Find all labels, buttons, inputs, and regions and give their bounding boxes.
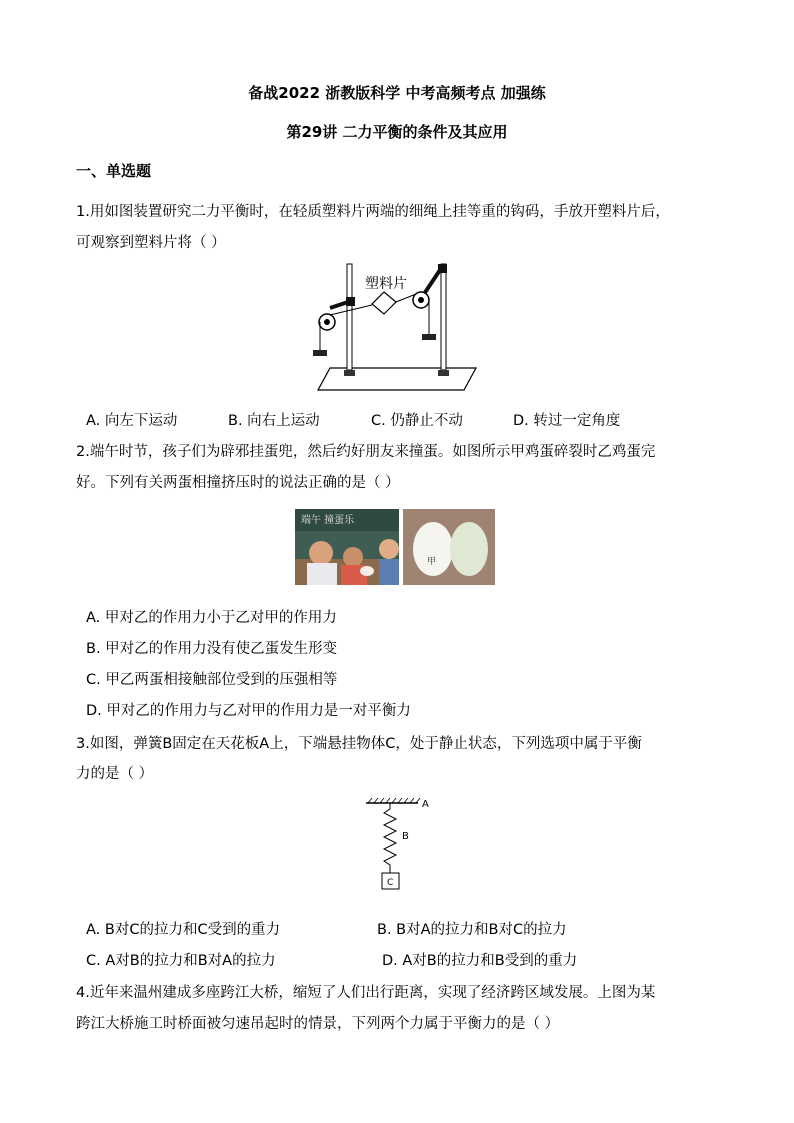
document-subtitle: 第29讲 二力平衡的条件及其应用 xyxy=(286,123,508,141)
q3-option-d[interactable]: D. A对B的拉力和B受到的重力 xyxy=(382,953,578,969)
q2-option-d[interactable]: D. 甲对乙的作用力与乙对甲的作用力是一对平衡力 xyxy=(86,703,411,719)
q3-option-c[interactable]: C. A对B的拉力和B对A的拉力 xyxy=(86,953,276,969)
two-eggs-photo xyxy=(403,509,495,585)
q1-option-b[interactable]: B. 向右上运动 xyxy=(228,413,320,429)
q3-option-b[interactable]: B. B对A的拉力和B对C的拉力 xyxy=(377,922,567,938)
children-egg-photo xyxy=(295,509,399,585)
q3-option-a[interactable]: A. B对C的拉力和C受到的重力 xyxy=(86,922,281,938)
question-4-text-line2: 跨江大桥施工时桥面被匀速吊起时的情景，下列两个力属于平衡力的是（ ） xyxy=(76,1016,560,1032)
label-a: A xyxy=(422,799,429,810)
egg-label-jia: 甲 xyxy=(427,557,437,567)
q1-option-c[interactable]: C. 仍静止不动 xyxy=(371,413,463,429)
question-4-text-line1: 4.近年来温州建成多座跨江大桥，缩短了人们出行距离，实现了经济跨区域发展。上图为某 xyxy=(76,985,656,1001)
q2-option-a[interactable]: A. 甲对乙的作用力小于乙对甲的作用力 xyxy=(86,610,337,626)
q1-option-a[interactable]: A. 向左下运动 xyxy=(86,413,178,429)
plastic-sheet-label: 塑料片 xyxy=(365,276,407,292)
document-title: 备战2022 浙教版科学 中考高频考点 加强练 xyxy=(248,84,546,102)
label-b: B xyxy=(402,831,409,842)
q2-option-b[interactable]: B. 甲对乙的作用力没有使乙蛋发生形变 xyxy=(86,641,338,657)
board-text: 端午 撞蛋乐 xyxy=(301,515,355,526)
plastic-sheet-apparatus-figure xyxy=(300,258,490,398)
question-3-text-line1: 3.如图，弹簧B固定在天花板A上，下端悬挂物体C，处于静止状态，下列选项中属于平衡 xyxy=(76,736,642,752)
q2-option-c[interactable]: C. 甲乙两蛋相接触部位受到的压强相等 xyxy=(86,672,338,688)
question-2-text-line2: 好。下列有关两蛋相撞挤压时的说法正确的是（ ） xyxy=(76,475,400,491)
q1-option-d[interactable]: D. 转过一定角度 xyxy=(513,413,621,429)
spring-diagram-figure xyxy=(360,795,440,895)
question-1-text-line2: 可观察到塑料片将（ ） xyxy=(76,235,226,251)
label-c: C xyxy=(387,878,394,888)
question-2-text-line1: 2.端午时节，孩子们为辟邪挂蛋兜，然后约好朋友来撞蛋。如图所示甲鸡蛋碎裂时乙鸡蛋完 xyxy=(76,444,656,460)
section-heading: 一、单选题 xyxy=(76,162,152,180)
question-3-text-line2: 力的是（ ） xyxy=(76,766,154,782)
question-1-text-line1: 1.用如图装置研究二力平衡时，在轻质塑料片两端的细绳上挂等重的钩码，手放开塑料片后， xyxy=(76,204,670,220)
